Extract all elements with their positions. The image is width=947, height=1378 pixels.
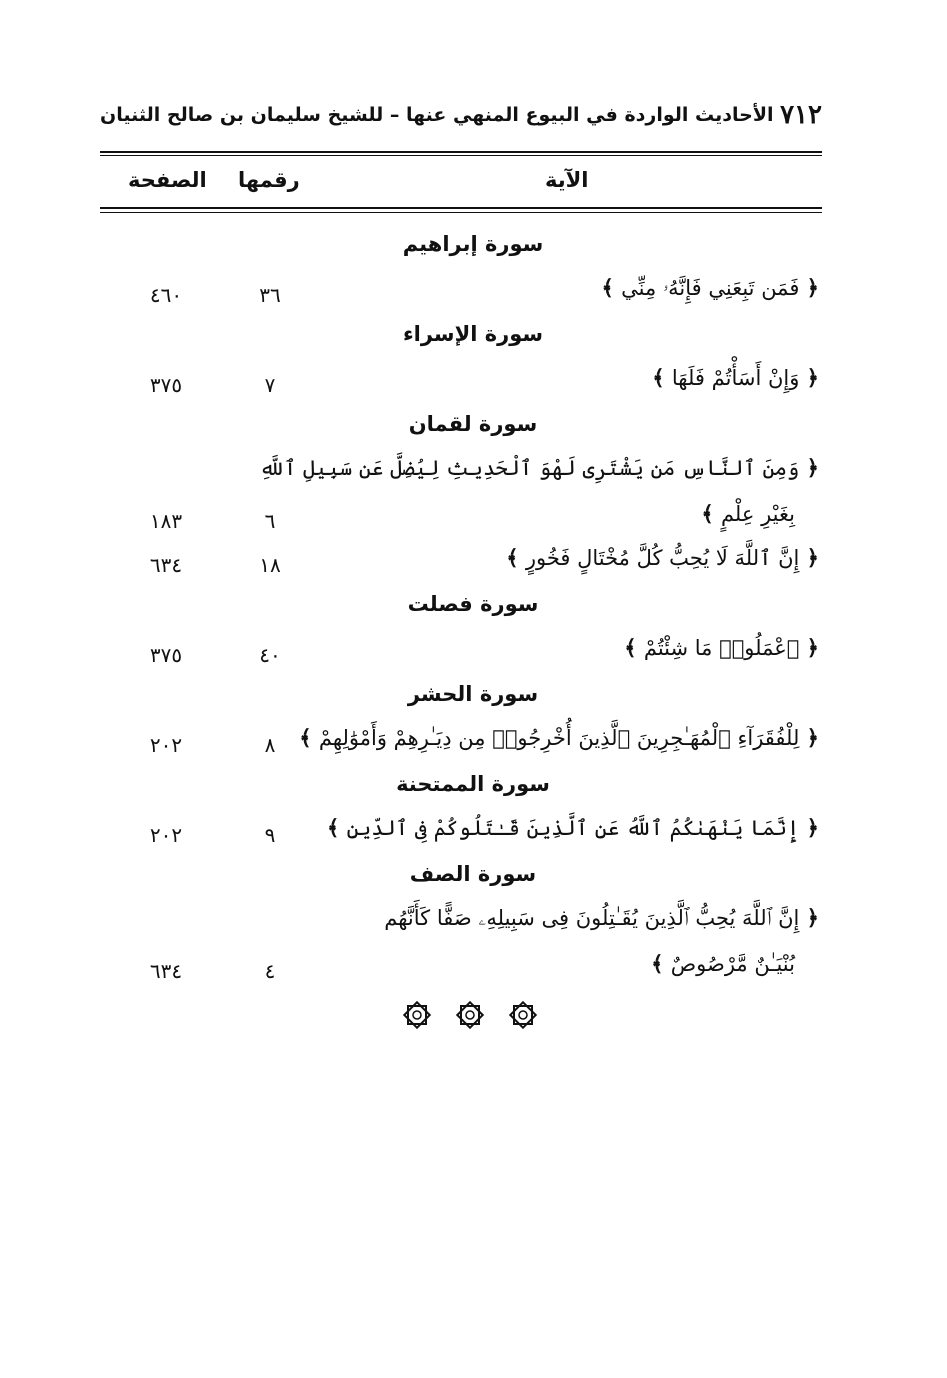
verse-line: إِنَّ ٱللَّهَ يُحِبُّ ٱلَّذِينَ يُقَـٰتِلُونَ فِى سَبِيلِهِۦ صَفًّا كَأَنَّهُم	[384, 906, 800, 930]
verse-line: بِغَيْرِ عِلْمٍ	[720, 502, 795, 526]
column-heading-number: رقمها	[238, 168, 300, 192]
verse-number: ٤	[264, 959, 276, 983]
table-head-rule-thin	[100, 212, 822, 213]
close-bracket: ﴾	[651, 951, 671, 976]
verse-line: فَمَن تَبِعَنِي فَإِنَّهُۥ مِنِّي	[621, 276, 800, 300]
open-bracket: ﴿	[799, 545, 819, 570]
close-bracket: ﴾	[506, 545, 526, 570]
page-reference: ٣٧٥	[149, 643, 183, 667]
close-bracket: ﴾	[601, 275, 622, 300]
verse-line: وَمِنَ ٱلنَّاسِ مَن يَشْتَرِى لَهْوَ ٱلْحَدِيثِ لِيُضِلَّ عَن سَبِيلِ ٱللَّهِ	[259, 456, 800, 480]
page-reference: ٢٠٢	[149, 733, 183, 757]
verse-text	[327, 815, 819, 840]
surah-title: سورة فصلت	[407, 592, 539, 616]
verse-text	[652, 365, 819, 390]
page-number: ٧١٢	[780, 100, 822, 130]
verse-number: ٣٦	[259, 283, 281, 307]
close-bracket: ﴾	[624, 635, 644, 660]
verse-text	[384, 905, 819, 931]
open-bracket: ﴿	[799, 365, 819, 390]
verse-number: ٧	[264, 373, 276, 397]
table-head-rule-thick	[100, 207, 822, 209]
open-bracket: ﴿	[799, 725, 819, 750]
verse-text	[506, 545, 819, 570]
open-bracket: ﴿	[799, 635, 819, 660]
header-rule-thick	[100, 151, 822, 153]
page-reference: ٣٧٥	[149, 373, 183, 397]
surah-title: سورة الحشر	[407, 682, 539, 706]
open-bracket: ﴿	[799, 275, 819, 300]
column-heading-verse: الآية	[545, 168, 589, 192]
column-heading-page: الصفحة	[128, 168, 207, 192]
verse-number: ٦	[264, 509, 276, 533]
surah-title: سورة الصف	[409, 862, 537, 886]
verse-line: ٱعْمَلُوا۟ مَا شِئْتُمْ	[643, 636, 800, 660]
surah-title: سورة لقمان	[408, 412, 538, 436]
verse-line: إِنَّمَا يَنْهَىٰكُمُ ٱللَّهُ عَنِ ٱلَّذِينَ قَـٰتَلُوكُمْ فِى ٱلدِّينِ	[346, 816, 800, 840]
page-reference: ٢٠٢	[149, 823, 183, 847]
running-title: الأحاديث الواردة في البيوع المنهي عنها – للشيخ سليمان بن صالح الثنيان	[100, 104, 774, 126]
header-rule-thin	[100, 155, 822, 156]
close-bracket: ﴾	[701, 501, 721, 526]
verse-number: ٤٠	[259, 643, 281, 667]
star-center-icon	[413, 1011, 421, 1019]
running-header	[100, 100, 822, 140]
star-center-icon	[466, 1011, 474, 1019]
verse-text	[701, 501, 795, 526]
verse-number: ١٨	[259, 553, 281, 577]
page-reference: ١٨٣	[149, 509, 183, 533]
verse-line: إِنَّ ٱللَّهَ لَا يُحِبُّ كُلَّ مُخْتَالٍ فَخُورٍ	[525, 546, 800, 570]
verse-line: وَإِنْ أَسَأْتُمْ فَلَهَا	[671, 366, 800, 390]
open-bracket: ﴿	[799, 815, 819, 840]
verse-line: بُنْيَـٰنٌ مَّرْصُوصٌ	[670, 952, 795, 976]
verse-number: ٨	[264, 733, 276, 757]
end-ornament	[0, 996, 947, 1036]
close-bracket: ﴾	[299, 725, 319, 750]
star-center-icon	[519, 1011, 527, 1019]
verse-line: لِلْفُقَرَآءِ ٱلْمُهَـٰجِرِينَ ٱلَّذِينَ أُخْرِجُوا۟ مِن دِيَـٰرِهِمْ وَأَمْوَٰلِهِمْ	[318, 726, 800, 750]
close-bracket: ﴾	[652, 365, 672, 390]
open-bracket: ﴿	[799, 455, 819, 480]
verse-text	[624, 635, 819, 660]
verse-text	[259, 455, 819, 480]
page-reference: ٤٦٠	[149, 283, 183, 307]
open-bracket: ﴿	[799, 905, 819, 930]
surah-title: سورة إبراهيم	[402, 232, 544, 256]
page-reference: ٦٣٤	[149, 959, 183, 983]
verse-text	[299, 725, 819, 750]
page-reference: ٦٣٤	[149, 553, 183, 577]
verse-text	[651, 951, 795, 976]
surah-title: سورة الإسراء	[402, 322, 544, 346]
verse-text	[602, 275, 819, 301]
close-bracket: ﴾	[326, 815, 347, 840]
surah-title: سورة الممتحنة	[396, 772, 550, 796]
verse-number: ٩	[264, 823, 276, 847]
